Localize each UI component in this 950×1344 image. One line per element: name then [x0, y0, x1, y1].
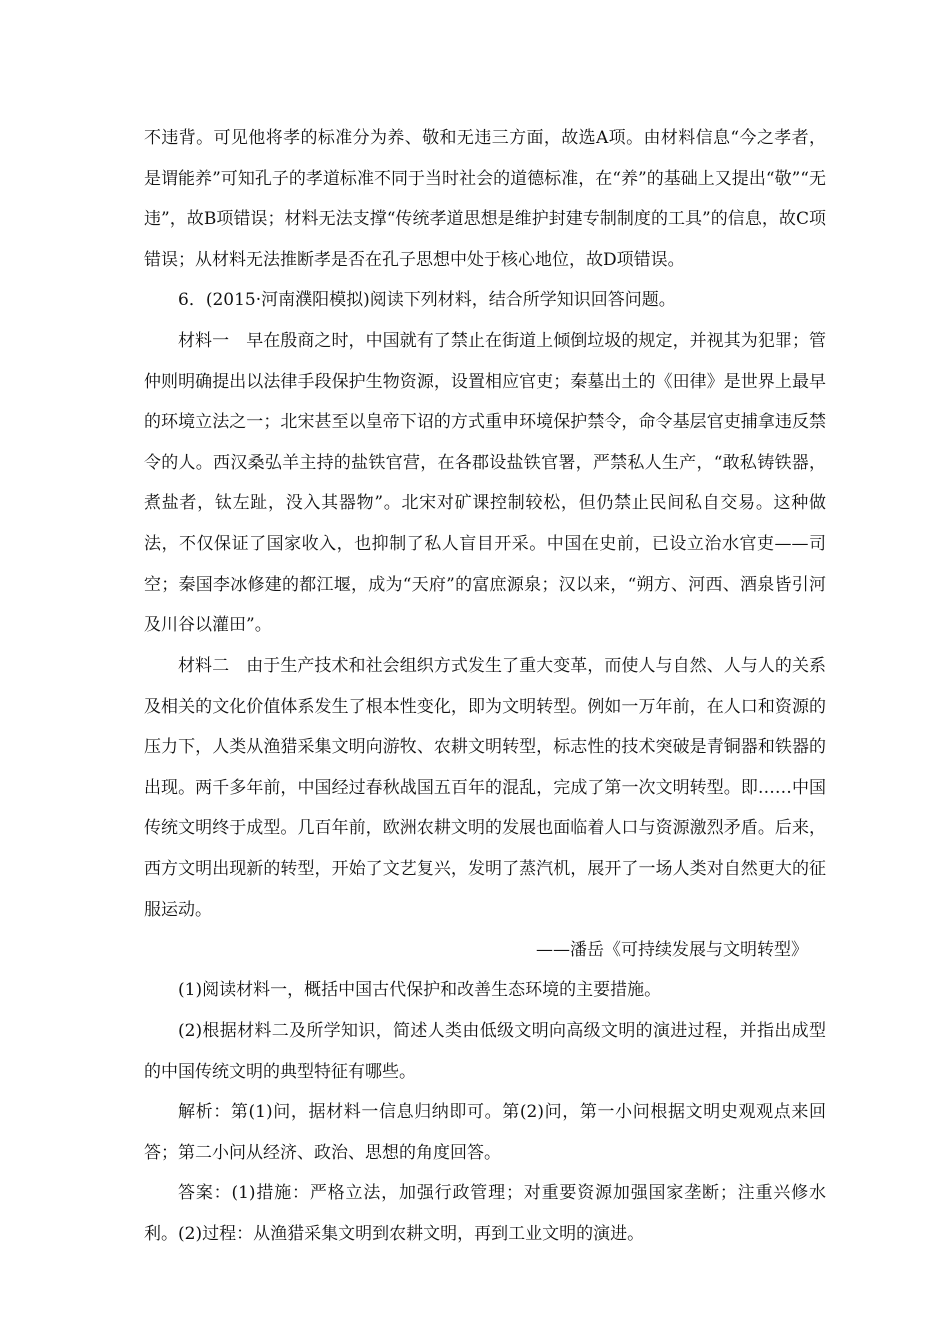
material-two: 材料二 由于生产技术和社会组织方式发生了重大变革，而使人与自然、人与人的关系及相关的文化价值体系发生了根本性变化，即为文明转型。例如一万年前，在人口和资源的压力下，人类从渔猎采集文明向游牧、农耕文明转型，标志性的技术突破是青铜器和铁器的出现。两千多年前，中国经过春秋战国五百年的混乱，完成了第一次文明转型。即……中国传统文明终于成型。几百年前，欧洲农耕文明的发展也面临着人口与资源激烈矛盾。后来，西方文明出现新的转型，开始了文艺复兴，发明了蒸汽机，展开了一场人类对自然更大的征服运动。 — [144, 656, 826, 920]
sub-question-2: (2)根据材料二及所学知识，简述人类由低级文明向高级文明的演进过程，并指出成型的中国传统文明的典型特征有哪些。 — [144, 1021, 826, 1082]
paragraph-answer-explanation: 不违背。可见他将孝的标准分为养、敬和无违三方面，故选A项。由材料信息“今之孝者，是谓能养”可知孔子的孝道标准不同于当时社会的道德标准，在“养”的基础上又提出“敬”“无违”，故B项错误；材料无法支撑“传统孝道思想是维护封建专制制度的工具”的信息，故C项错误；从材料无法推断孝是否在孔子思想中处于核心地位，故D项错误。 — [144, 128, 826, 270]
answer-part-2: (2)过程：从渔猎采集文明到农耕文明，再到工业文明的演进。 — [178, 1224, 645, 1244]
analysis-text: 解析：第(1)问，据材料一信息归纳即可。第(2)问，第一小问根据文明史观观点来回答；第二小问从经济、政治、思想的角度回答。 — [144, 1102, 826, 1163]
sub-question-1: (1)阅读材料一，概括中国古代保护和改善生态环境的主要措施。 — [178, 980, 662, 1000]
question-6-heading: 6．(2015·河南濮阳模拟)阅读下列材料，结合所学知识回答问题。 — [178, 290, 676, 310]
material-one: 材料一 早在殷商之时，中国就有了禁止在街道上倾倒垃圾的规定，并视其为犯罪；管仲则明确提出以法律手段保护生物资源，设置相应官吏；秦墓出土的《田律》是世界上最早的环境立法之一；北宋甚至以皇帝下诏的方式重申环境保护禁令，命令基层官吏捕拿违反禁令的人。西汉桑弘羊主持的盐铁官营，在各郡设盐铁官署，严禁私人生产，“敢私铸铁器，煮盐者，钛左趾，没入其器物”。北宋对矿课控制较松，但仍禁止民间私自交易。这种做法，不仅保证了国家收入，也抑制了私人盲目开采。中国在史前，已设立治水官吏——司空；秦国李冰修建的都江堰，成为“天府”的富庶源泉；汉以来，“朔方、河西、酒泉皆引河及川谷以灌田”。 — [144, 331, 826, 636]
material-source: ——潘岳《可持续发展与文明转型》 — [536, 940, 808, 960]
answer-part-1: 答案：(1)措施：严格立法，加强行政管理；对重要资源加强国家垄断；注重兴修水利。 — [144, 1183, 826, 1244]
